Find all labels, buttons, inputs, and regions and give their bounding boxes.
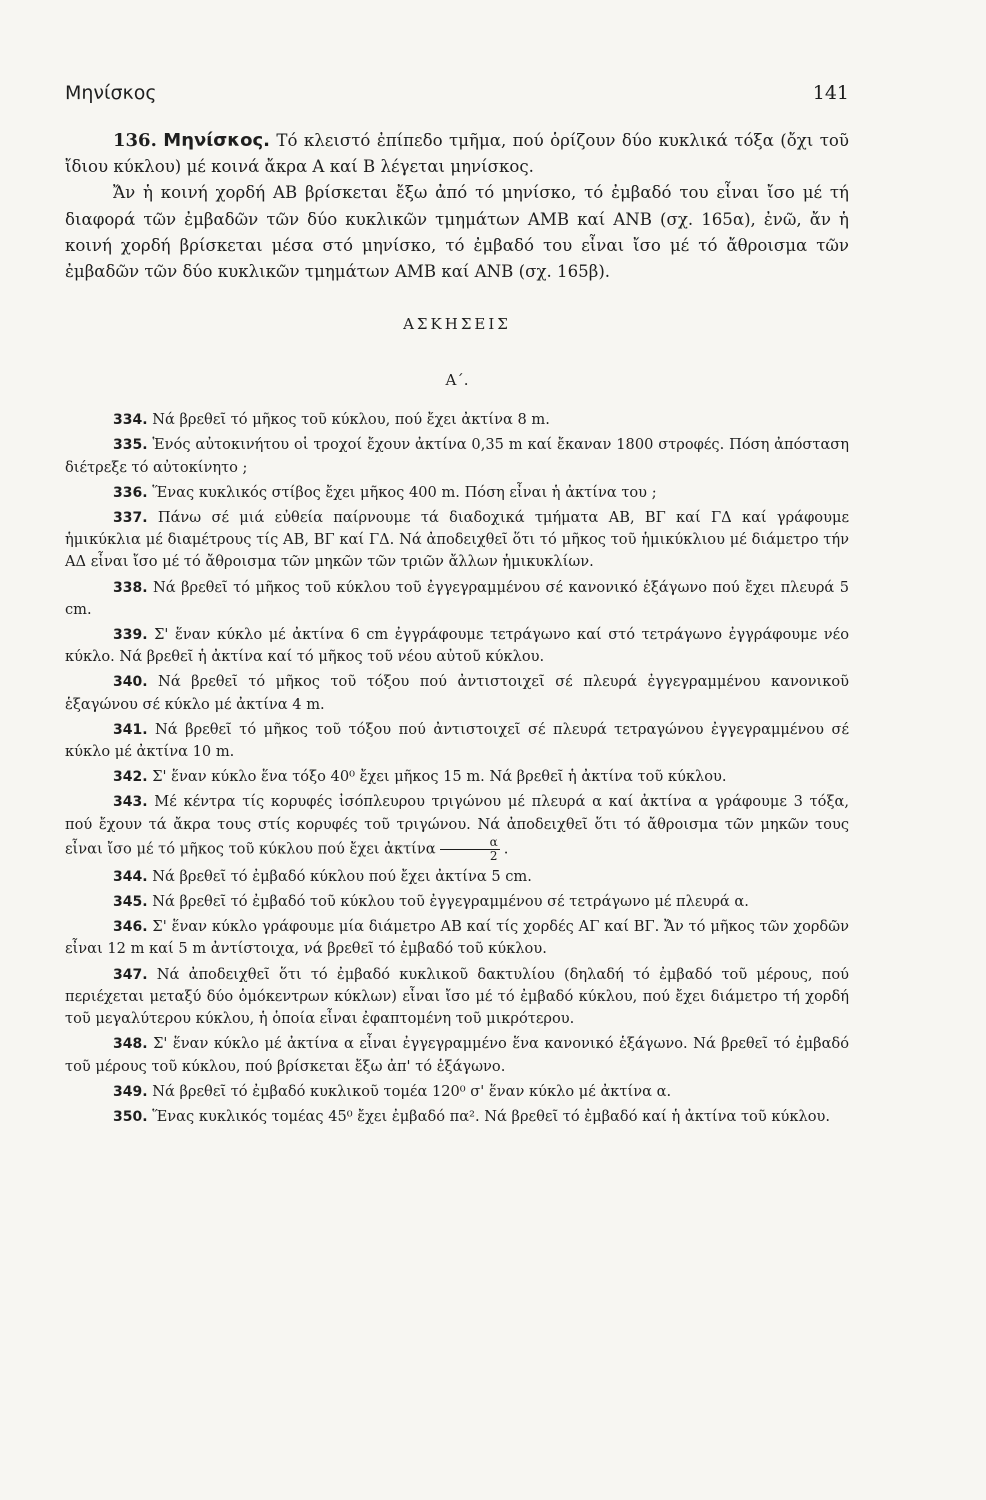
exercise-item bbox=[65, 964, 849, 1031]
section-paragraph-1 bbox=[65, 128, 849, 180]
exercise-number: 337. bbox=[113, 510, 148, 527]
exercise-number: 334. bbox=[113, 412, 148, 429]
exercise-number: 341. bbox=[113, 721, 148, 738]
exercise-text: Σ' ἕναν κύκλο μέ ἀκτίνα 6 cm ἐγγράφουμε τετράγωνο καί στό τετράγωνο ἐγγράφουμε νέο κύκλο. Νά βρεθεῖ ἡ ἀκτίνα καί τό μῆκος τοῦ νέου αὐτοῦ κύκλου. bbox=[65, 626, 849, 666]
exercise-text-tail: . bbox=[503, 840, 509, 858]
exercise-text: Μέ κέντρα τίς κορυφές ἰσόπλευρου τριγώνου μέ πλευρά α καί ἀκτίνα α γράφουμε 3 τόξα, πού ἔχουν τά ἄκρα τους στίς κορυφές τοῦ τριγώνου. Νά ἀποδειχθεῖ ὅτι τό ἄθροισμα τῶν μηκῶν τους εἶναι ἴσο μέ τό μῆκος τοῦ κύκλου πού ἔχει ἀκτίνα bbox=[65, 793, 849, 858]
exercise-text: Νά βρεθεῖ τό ἐμβαδό τοῦ κύκλου τοῦ ἐγγεγραμμένου σέ τετράγωνο μέ πλευρά α. bbox=[152, 893, 749, 911]
exercise-number: 345. bbox=[113, 894, 148, 911]
exercise-text: Νά ἀποδειχθεῖ ὅτι τό ἐμβαδό κυκλικοῦ δακτυλίου (δηλαδή τό ἐμβαδό τοῦ μέρους, πού περιέχεται μεταξύ δύο ὁμόκεντρων κύκλων) εἶναι ἴσο μέ τό ἐμβαδό κύκλου, πού ἔχει διάμετρο τή χορδή τοῦ μεγαλύτερου κύκλου, ἡ ὁποία εἶναι ἐφαπτομένη τοῦ μικρότερου. bbox=[65, 965, 849, 1028]
exercise-number: 349. bbox=[113, 1083, 148, 1100]
exercise-item bbox=[65, 866, 849, 888]
section-paragraph-2: Ἄν ἡ κοινή χορδή ΑΒ βρίσκεται ἔξω ἀπό τό μηνίσκο, τό ἐμβαδό του εἶναι ἴσο μέ τή διαφορά τῶν ἐμβαδῶν τῶν δύο κυκλικῶν τμημάτων ΑΜΒ καί ΑΝΒ (σχ. 165α), ἐνῶ, ἄν ἡ κοινή χορδή βρίσκεται μέσα στό μηνίσκο, τό ἐμβαδό του εἶναι ἴσο μέ τό ἄθροισμα τῶν ἐμβαδῶν τῶν δύο κυκλικῶν τμημάτων ΑΜΒ καί ΑΝΒ (σχ. 165β). bbox=[65, 183, 849, 282]
exercise-text: Ἕνας κυκλικός τομέας 45⁰ ἔχει ἐμβαδό πα². Νά βρεθεῖ τό ἐμβαδό καί ἡ ἀκτίνα τοῦ κύκλου. bbox=[152, 1107, 831, 1125]
exercise-text: Πάνω σέ μιά εὐθεία παίρνουμε τά διαδοχικά τμήματα ΑΒ, ΒΓ καί ΓΔ καί γράφουμε ἡμικύκλια μέ διαμέτρους τίς ΑΒ, ΒΓ καί ΓΔ. Νά ἀποδειχθεῖ ὅτι τό μῆκος τοῦ ἡμικύκλιου μέ διάμετρο τήν ΑΔ εἶναι ἴσο μέ τό ἄθροισμα τῶν μηκῶν τῶν τριῶν ἄλλων ἡμικυκλίων. bbox=[65, 509, 850, 571]
exercise-item bbox=[65, 916, 849, 960]
exercise-item bbox=[65, 671, 849, 715]
exercise-item bbox=[65, 791, 849, 862]
running-title: Μηνίσκος bbox=[65, 82, 157, 104]
exercise-list bbox=[65, 409, 849, 1128]
exercise-text: Ἑνός αὐτοκινήτου οἱ τροχοί ἔχουν ἀκτίνα 0,35 m καί ἔκαναν 1800 στροφές. Πόση ἀπόσταση διέτρεξε τό αὐτοκίνητο ; bbox=[65, 436, 850, 476]
exercise-item bbox=[65, 577, 849, 621]
page-number: 141 bbox=[812, 82, 849, 104]
fraction-denominator: 2 bbox=[489, 848, 498, 863]
exercise-text: Νά βρεθεῖ τό μῆκος τοῦ κύκλου, πού ἔχει ἀκτίνα 8 m. bbox=[152, 411, 550, 429]
exercise-text: Νά βρεθεῖ τό μῆκος τοῦ τόξου πού ἀντιστοιχεῖ σέ πλευρά ἐγγεγραμμένου κανονικοῦ ἑξαγώνου σέ κύκλο μέ ἀκτίνα 4 m. bbox=[65, 673, 849, 713]
exercise-text: Σ' ἕναν κύκλο γράφουμε μία διάμετρο ΑΒ καί τίς χορδές ΑΓ καί ΒΓ. Ἄν τό μῆκος τῶν χορδῶν εἶναι 12 m καί 5 m ἀντίστοιχα, νά βρεθεῖ τό ἐμβαδό τοῦ κύκλου. bbox=[65, 918, 849, 958]
exercise-number: 335. bbox=[113, 437, 148, 454]
exercise-text: Σ' ἕναν κύκλο μέ ἀκτίνα α εἶναι ἐγγεγραμμένο ἕνα κανονικό ἑξάγωνο. Νά βρεθεῖ τό ἐμβαδό τοῦ μέρους τοῦ κύκλου, πού βρίσκεται ἔξω ἀπ' τό ἑξάγωνο. bbox=[65, 1035, 850, 1075]
exercise-item bbox=[65, 409, 849, 431]
section-text-1: Τό κλειστό ἐπίπεδο τμῆμα, πού ὁρίζουν δύο κυκλικά τόξα (ὄχι τοῦ ἴδιου κύκλου) μέ κοινά ἄκρα Α καί Β λέγεται μηνίσκος. bbox=[65, 131, 849, 177]
exercise-text: Νά βρεθεῖ τό μῆκος τοῦ τόξου πού ἀντιστοιχεῖ σέ πλευρά τετραγώνου ἐγγεγραμμένου σέ κύκλο μέ ἀκτίνα 10 m. bbox=[65, 720, 850, 761]
exercise-number: 338. bbox=[113, 579, 148, 596]
fraction-numerator: α bbox=[440, 836, 500, 850]
exercise-item bbox=[65, 766, 849, 788]
exercises-heading: ΑΣΚΗΣΕΙΣ bbox=[403, 315, 511, 334]
exercise-item bbox=[65, 1033, 849, 1077]
exercise-number: 346. bbox=[113, 919, 148, 936]
exercise-item bbox=[65, 1081, 849, 1103]
exercise-number: 344. bbox=[113, 868, 148, 885]
exercise-number: 340. bbox=[113, 674, 148, 691]
exercise-text: Νά βρεθεῖ τό ἐμβαδό κυκλικοῦ τομέα 120⁰ σ' ἕναν κύκλο μέ ἀκτίνα α. bbox=[152, 1082, 672, 1100]
exercise-text: Ἕνας κυκλικός στίβος ἔχει μῆκος 400 m. Πόση εἶναι ἡ ἀκτίνα του ; bbox=[152, 483, 657, 501]
exercise-number: 348. bbox=[113, 1036, 148, 1053]
fraction bbox=[440, 836, 500, 863]
section-number: 136. bbox=[113, 130, 157, 151]
exercise-number: 347. bbox=[113, 966, 148, 983]
exercise-item bbox=[65, 434, 849, 478]
exercise-number: 350. bbox=[113, 1108, 148, 1125]
exercise-number: 336. bbox=[113, 484, 148, 501]
exercise-item bbox=[65, 891, 849, 913]
exercise-text: Σ' ἕναν κύκλο ἕνα τόξο 40⁰ ἔχει μῆκος 15 m. Νά βρεθεῖ ἡ ἀκτίνα τοῦ κύκλου. bbox=[152, 768, 727, 786]
exercise-item bbox=[65, 719, 849, 763]
exercise-item bbox=[65, 1106, 849, 1128]
exercise-item bbox=[65, 507, 849, 574]
exercise-number: 342. bbox=[113, 769, 148, 786]
exercise-item bbox=[65, 482, 849, 504]
exercise-number: 343. bbox=[113, 794, 148, 811]
exercise-item bbox=[65, 624, 849, 668]
exercise-number: 339. bbox=[113, 627, 148, 644]
exercise-text: Νά βρεθεῖ τό ἐμβαδό κύκλου πού ἔχει ἀκτίνα 5 cm. bbox=[152, 867, 532, 885]
page-body bbox=[65, 128, 849, 1128]
section-title: Μηνίσκος. bbox=[163, 130, 270, 151]
page-header bbox=[65, 82, 849, 112]
exercise-text: Νά βρεθεῖ τό μῆκος τοῦ κύκλου τοῦ ἐγγεγραμμένου σέ κανονικό ἑξάγωνο πού ἔχει πλευρά 5 cm. bbox=[65, 578, 850, 618]
exercises-subheading: Α΄. bbox=[445, 371, 469, 390]
